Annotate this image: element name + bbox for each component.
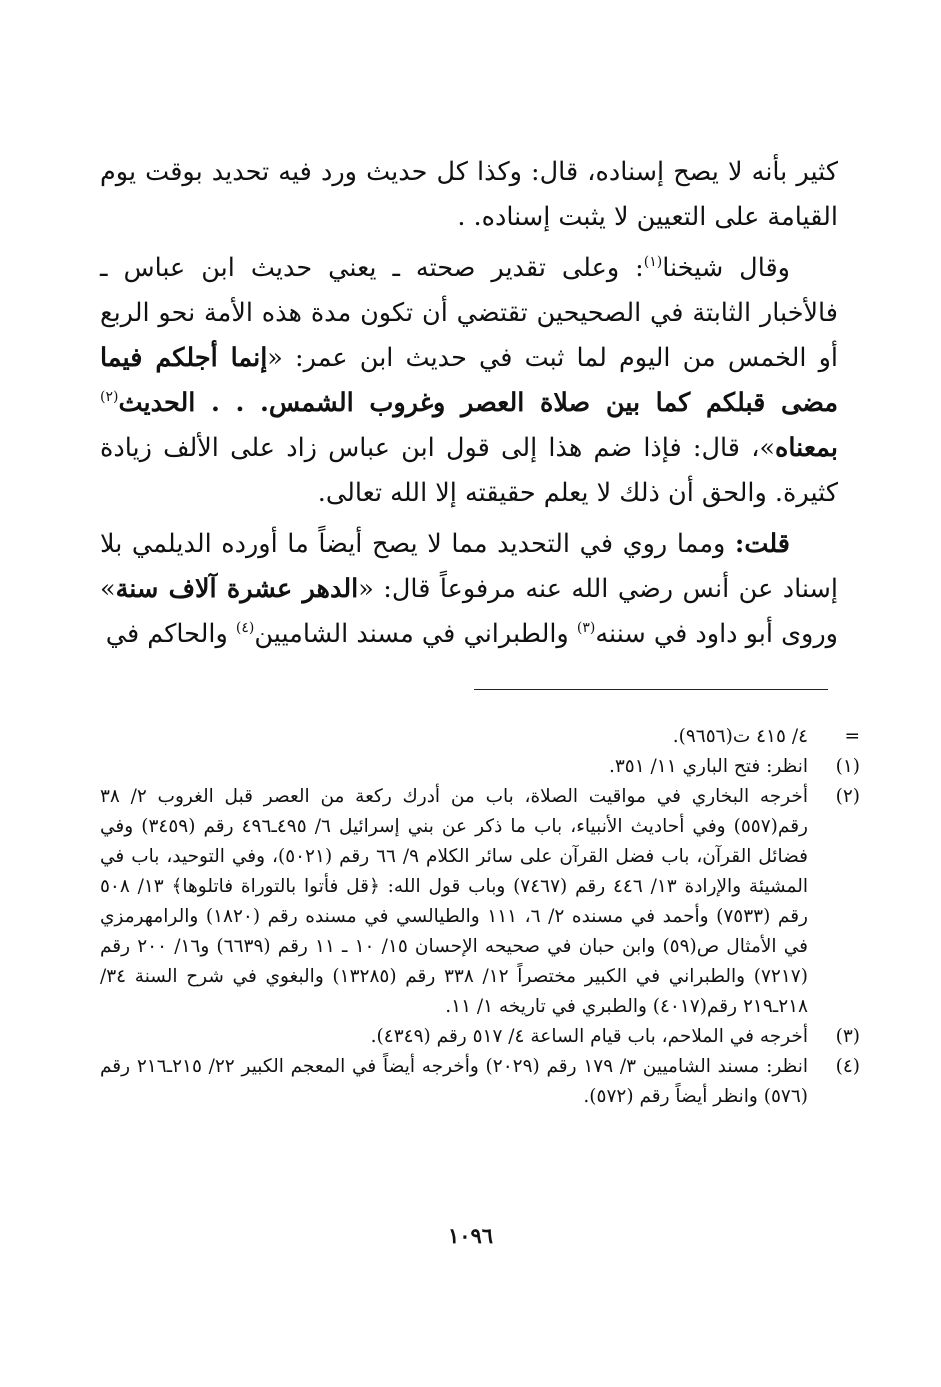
qultu-label: قلت: [734, 529, 790, 559]
footnote-text: أخرجه في الملاحم، باب قيام الساعة ٤/ ٥١٧ رقم (٤٣٤٩). [370, 1026, 808, 1047]
footnote-text: ٤/ ٤١٥ ت(٩٦٥٦). [672, 726, 808, 747]
p2-text-c: »، قال: فإذا ضم هذا إلى قول ابن عباس زاد على الألف زيادة كثيرة. والحق أن ذلك لا يعلم حقيقته إلا الله تعالى. [100, 433, 838, 508]
paragraph-1: كثير بأنه لا يصح إسناده، قال: وكذا كل حديث ورد فيه تحديد بوقت يوم القيامة على التعيين لا يثبت إسناده. . [100, 157, 838, 232]
footnote-2 [100, 782, 860, 1022]
footnote-mark: (٢) [835, 786, 860, 807]
footnote-4 [100, 1052, 860, 1112]
footnote-3 [100, 1022, 860, 1052]
footnote-ref-2[interactable]: (٢) [100, 389, 119, 405]
footnote-mark: = [844, 726, 860, 747]
footnote-1 [100, 752, 860, 782]
footnotes [100, 722, 860, 1112]
p3-text-c: والطبراني في مسند الشاميين [254, 619, 577, 649]
footnote-text: أخرجه البخاري في مواقيت الصلاة، باب من أدرك ركعة من العصر قبل الغروب ٢/ ٣٨ رقم(٥٥٧) وفي أحاديث الأنبياء، باب ما ذكر عن بني إسرائيل ٦/ ٤٩٥ـ٤٩٦ رقم (٣٤٥٩) وفي فضائل القرآن، باب فضل القرآن على سائر الكلام ٩/ ٦٦ رقم (٥٠٢١)، وفي التوحيد، باب في المشيئة والإرادة ١٣/ ٤٤٦ رقم (٧٤٦٧) وباب قول الله: ﴿قل فأتوا بالتوراة فاتلوها﴾ ١٣/ ٥٠٨ رقم (٧٥٣٣) وأحمد في مسنده ٢/ ٦، ١١١ والطيالسي في مسنده رقم (١٨٢٠) والرامهرمزي في الأمثال ص(٥٩) وابن حبان في صحيحه الإحسان ١٥/ ١٠ ـ ١١ رقم (٦٦٣٩) و١٦/ ٢٠٠ رقم (٧٢١٧) والطبراني في الكبير مختصراً ١٢/ ٣٣٨ رقم (١٣٢٨٥) والبغوي في شرح السنة ٣٤/ ٢١٨ـ٢١٩ رقم(٤٠١٧) والطبري في تاريخه ١/ ١١. [100, 786, 808, 1017]
p3-text-d: والحاكم في [105, 619, 236, 649]
footnote-text: انظر: فتح الباري ١١/ ٣٥١. [608, 756, 808, 777]
footnote-divider [474, 689, 828, 690]
footnote-ref-3[interactable]: (٣) [576, 620, 596, 636]
hadith-quote-tail: بمعناه [775, 433, 838, 463]
footnote-mark: (٤) [835, 1056, 860, 1077]
page-number: ١٠٩٦ [447, 1223, 494, 1248]
hadith-quote-2: الدهر عشرة آلاف سنة [115, 574, 359, 604]
footnote-continued [100, 722, 860, 752]
footnote-mark: (١) [835, 756, 860, 777]
footnote-ref-1[interactable]: (١) [643, 254, 663, 270]
p3-text-b: » وروى أبو داود في سننه [100, 574, 838, 649]
paragraph-2 [100, 246, 838, 516]
footnote-ref-4[interactable]: (٤) [235, 620, 255, 636]
footnote-mark: (٣) [835, 1026, 860, 1047]
p2-text-a: وقال شيخنا [662, 253, 790, 283]
footnote-text: انظر: مسند الشاميين ٣/ ١٧٩ رقم (٢٠٢٩) وأخرجه أيضاً في المعجم الكبير ٢٢/ ٢١٥ـ٢١٦ رقم (٥٧٦) وانظر أيضاً رقم (٥٧٢). [100, 1056, 808, 1107]
p3-text-a: ومما روي في التحديد مما لا يصح أيضاً ما أورده الديلمي بلا إسناد عن أنس رضي الله عنه مرفوعاً قال: « [100, 529, 839, 604]
hadith-quote: إنما أجلكم فيما مضى قبلكم كما بين صلاة العصر وغروب الشمس. . . الحديث [100, 343, 838, 418]
main-text [100, 150, 838, 657]
paragraph-3 [100, 522, 838, 657]
p2-text-b: : وعلى تقدير صحته ـ يعني حديث ابن عباس ـ فالأخبار الثابتة في الصحيحين تقتضي أن تكون مدة هذه الأمة نحو الربع أو الخمس من اليوم لما ثبت في حديث ابن عمر: « [100, 253, 838, 373]
